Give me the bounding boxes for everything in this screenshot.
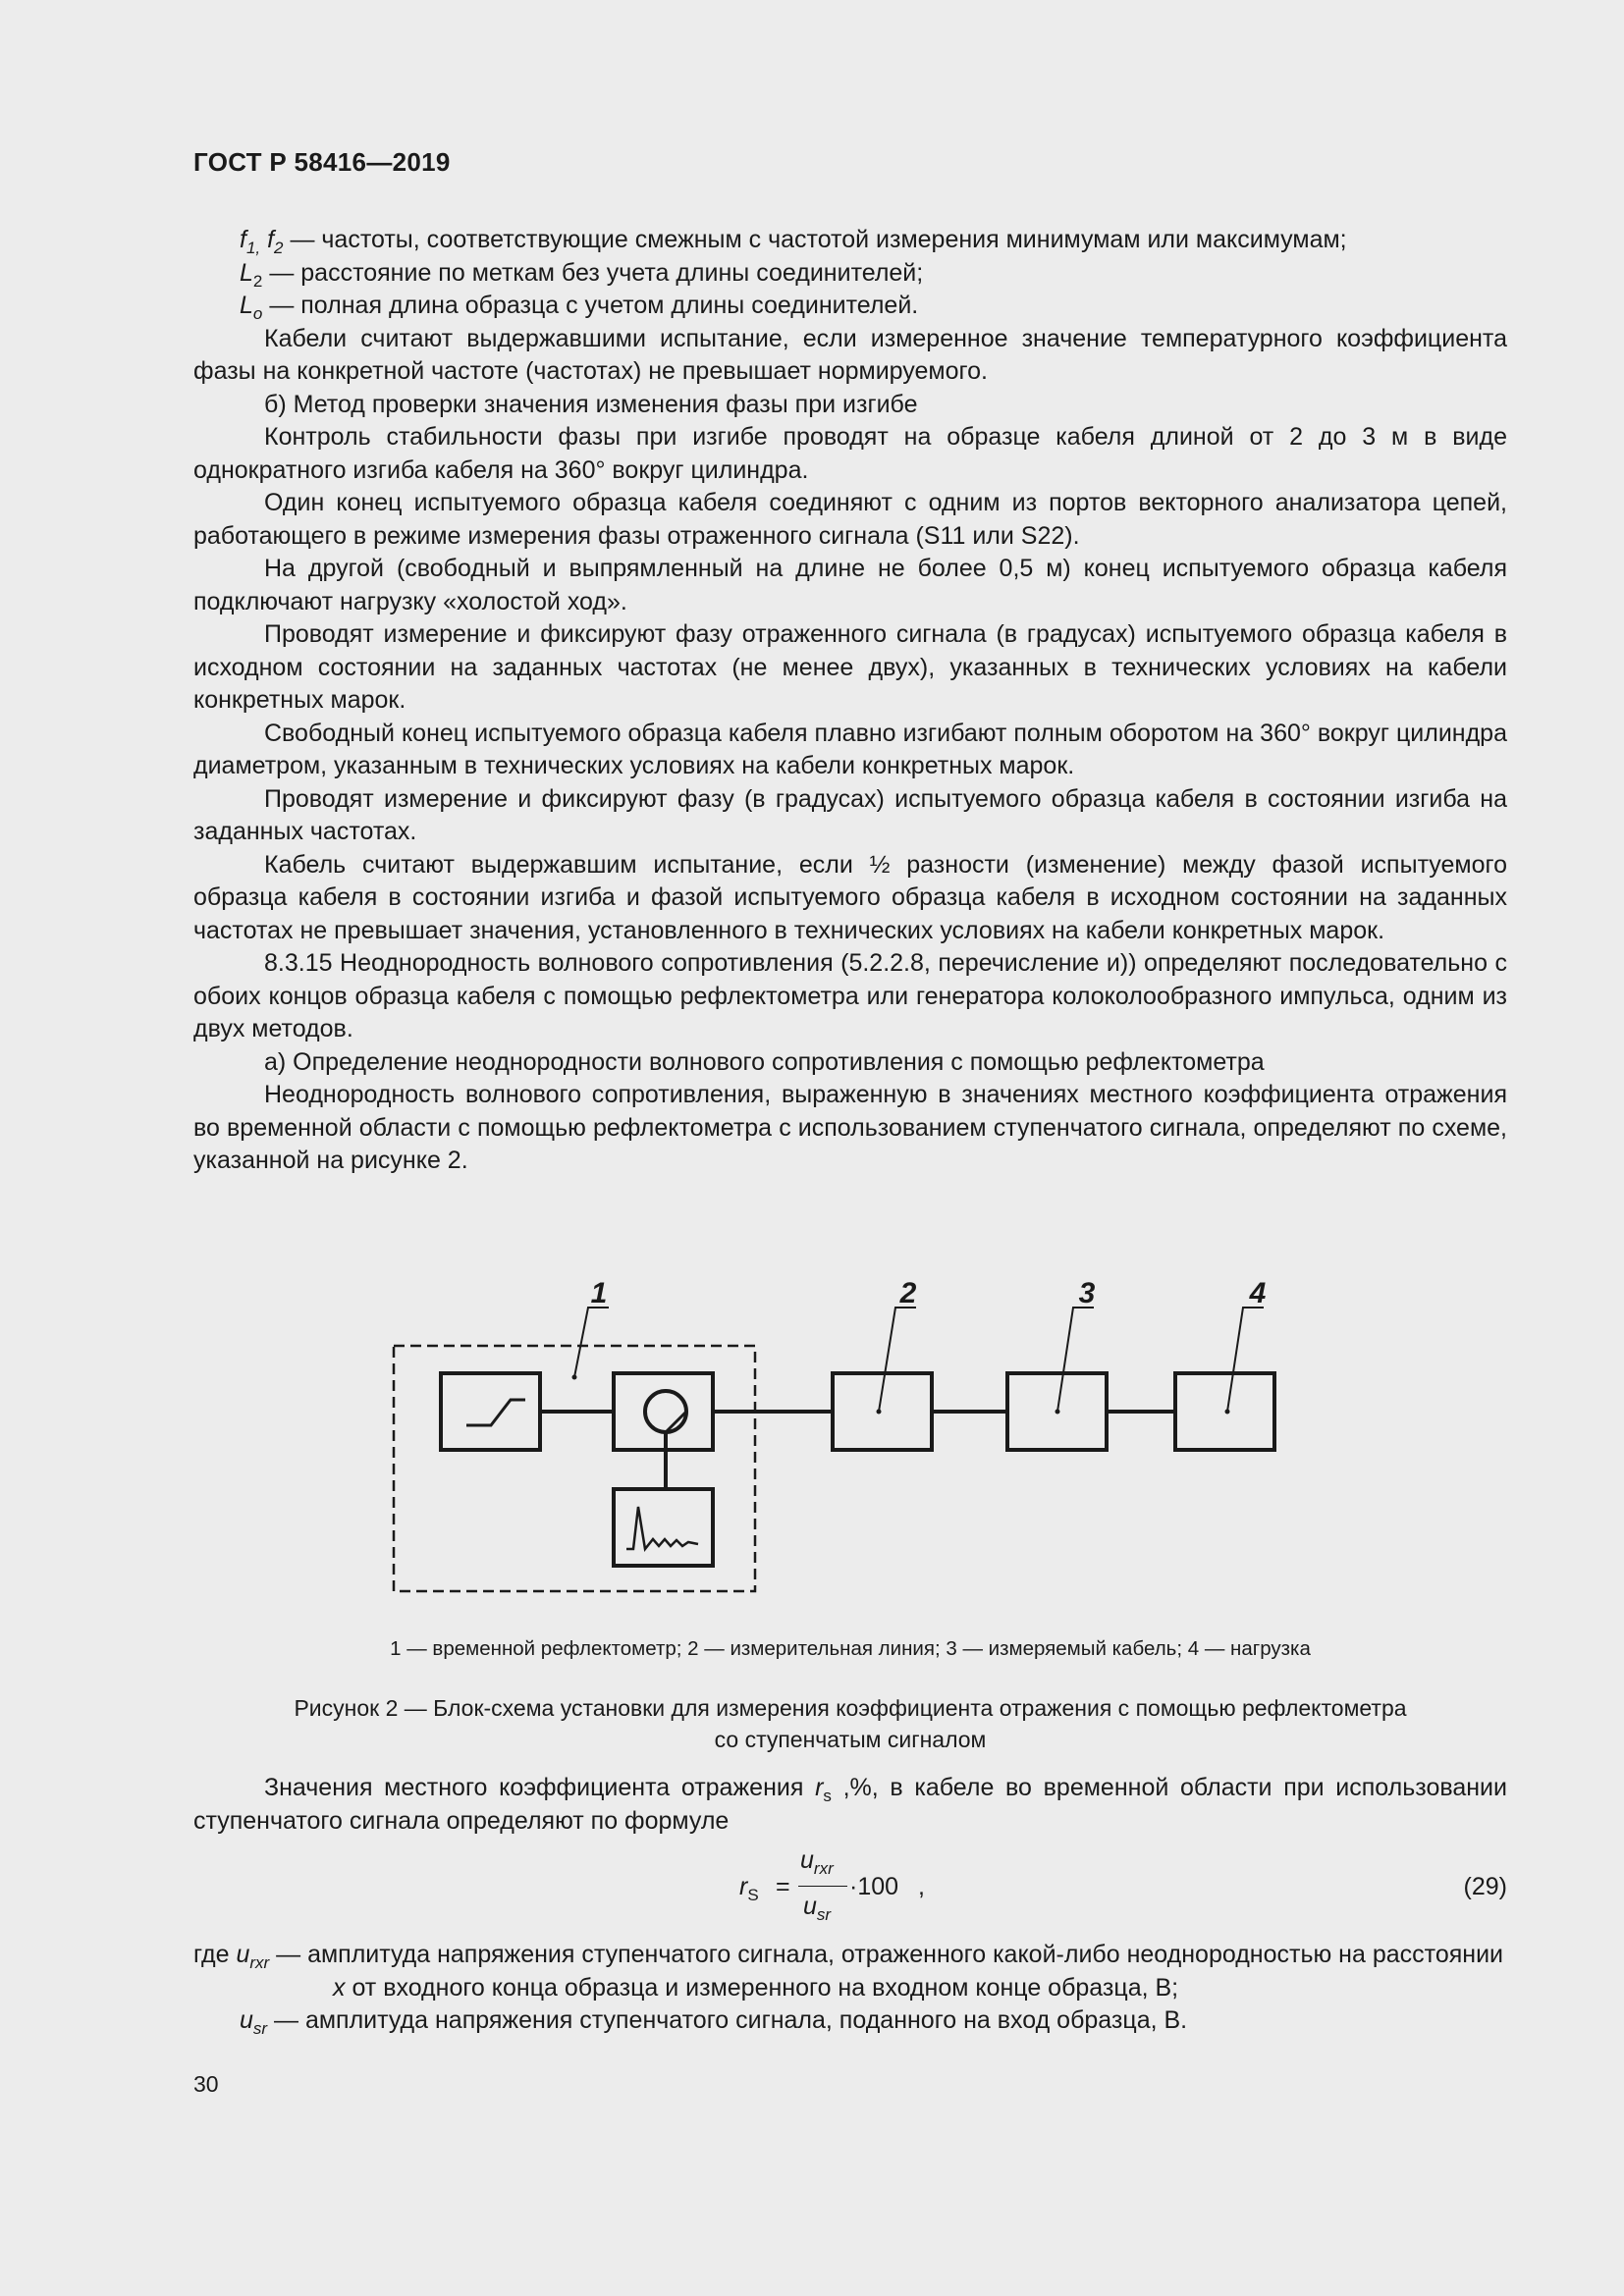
leader-dot [1225, 1410, 1230, 1415]
definitions-list [193, 224, 1507, 1178]
definition-item: $u_{sr}$ — амплитуда напряжения ступенчатого сигнала, поданного на вход образца, В. [240, 2006, 1188, 2038]
leader-dot [1056, 1410, 1060, 1415]
formula-intro [193, 1772, 1507, 1838]
equation-number: (29) [1463, 1873, 1507, 1900]
figure-legend: 1 — временной рефлектометр; 2 — измерительная линия; 3 — измеряемый кабель; 4 — нагрузка [390, 1637, 1311, 1660]
figure-caption: Рисунок 2 — Блок-схема установки для измерения коэффициента отражения с помощью рефлектометра со ступенчатым сигналом [294, 1695, 1407, 1752]
definition-item: где $u_{rxr}$ — амплитуда напряжения ступенчатого сигнала, отраженного какой-либо неоднородностью на расстоянии x от входного конца образца и измеренного на входном конце образца, В; [193, 1941, 1503, 2002]
body-paragraph: Один конец испытуемого образца кабеля соединяют с одним из портов векторного анализатора цепей, работающего в режиме измерения фазы отраженного сигнала (S11 или S22). [193, 489, 1507, 550]
leader-line [879, 1308, 916, 1412]
body-paragraph: Проводят измерение и фиксируют фазу (в градусах) испытуемого образца кабеля в состоянии изгиба на заданных частотах. [193, 784, 1507, 845]
document-header: ГОСТ Р 58416—2019 [193, 147, 451, 177]
fraction-bar [798, 1886, 847, 1887]
formula-denominator: $u_{sr}$ [803, 1893, 832, 1924]
formula-numerator: $u_{rxr}$ [800, 1846, 834, 1878]
step-signal-icon [466, 1400, 525, 1425]
waveform-icon [626, 1507, 698, 1549]
body-paragraph: Контроль стабильности фазы при изгибе проводят на образце кабеля длиной от 2 до 3 м в виде однократного изгиба кабеля на 360° вокруг цилиндра. [193, 423, 1507, 484]
definition-item: $L_o$ — полная длина образца с учетом длины соединителей. [240, 292, 919, 323]
figure-label: 1 [590, 1277, 608, 1309]
leader-line [1057, 1308, 1094, 1412]
section-heading: а) Определение неоднородности волнового сопротивления с помощью рефлектометра [264, 1047, 1265, 1076]
coupler-block [614, 1373, 713, 1450]
page-number: 30 [193, 2071, 219, 2097]
figure-label: 3 [1078, 1277, 1096, 1309]
body-paragraph: Кабель считают выдержавшим испытание, если ½ разности (изменение) между фазой испытуемого образца кабеля в состоянии изгиба и фазой испытуемого образца кабеля в исходном состоянии на заданных частотах не превышает значения, установленного в технических условиях на кабели конкретных марок. [193, 850, 1507, 944]
leader-dot [877, 1410, 882, 1415]
formula-definitions [193, 1939, 1507, 2038]
body-paragraph: Кабели считают выдержавшими испытание, если измеренное значение температурного коэффициента фазы на конкретной частоте (частотах) не превышает нормируемого. [193, 324, 1507, 385]
definition-item: $f_{1,}$ $f_2$ — частоты, соответствующие смежным с частотой измерения минимумам или максимумам; [240, 226, 1347, 257]
block-diagram [388, 1271, 1291, 1605]
reflectometer-enclosure [394, 1346, 755, 1591]
step-generator-block [441, 1373, 540, 1450]
body-paragraph: На другой (свободный и выпрямленный на длине не более 0,5 м) конец испытуемого образца кабеля подключают нагрузку «холостой ход». [193, 555, 1507, 615]
body-paragraph: Значения местного коэффициента отражения $r_s$ ,%, в кабеле во временной области при использовании ступенчатого сигнала определяют по формуле [193, 1774, 1507, 1835]
body-paragraph: Свободный конец испытуемого образца кабеля плавно изгибают полным оборотом на 360° вокруг цилиндра диаметром, указанным в технических условиях на кабели конкретных марок. [193, 719, 1507, 779]
display-block [614, 1489, 713, 1566]
leader-dot [572, 1375, 577, 1380]
leader-line [574, 1308, 609, 1377]
definition-item: $L_2$ — расстояние по меткам без учета длины соединителей; [240, 258, 924, 291]
figure-label: 4 [1249, 1277, 1267, 1309]
section-paragraph: 8.3.15 Неоднородность волнового сопротивления (5.2.2.8, перечисление и)) определяют последовательно с обоих концов образца кабеля с помощью рефлектометра или генератора колоколообразного импульса, одним из двух методов. [193, 949, 1507, 1042]
leader-line [1227, 1308, 1264, 1412]
formula: $r_S$ = $u_{rxr}$ $u_{sr}$ ·100 , [739, 1846, 925, 1924]
coupler-circle-icon [645, 1391, 686, 1432]
body-paragraph: Проводят измерение и фиксируют фазу отраженного сигнала (в градусах) испытуемого образца кабеля в исходном состоянии на заданных частотах (не менее двух), указанных в технических условиях на кабели конкретных марок. [193, 620, 1507, 714]
figure-label: 2 [899, 1277, 917, 1309]
section-heading: б) Метод проверки значения изменения фазы при изгибе [264, 390, 918, 418]
body-paragraph: Неоднородность волнового сопротивления, выраженную в значениях местного коэффициента отражения во временной области с помощью рефлектометра с использованием ступенчатого сигнала, определяют по схеме, указанной на рисунке 2. [193, 1081, 1507, 1174]
